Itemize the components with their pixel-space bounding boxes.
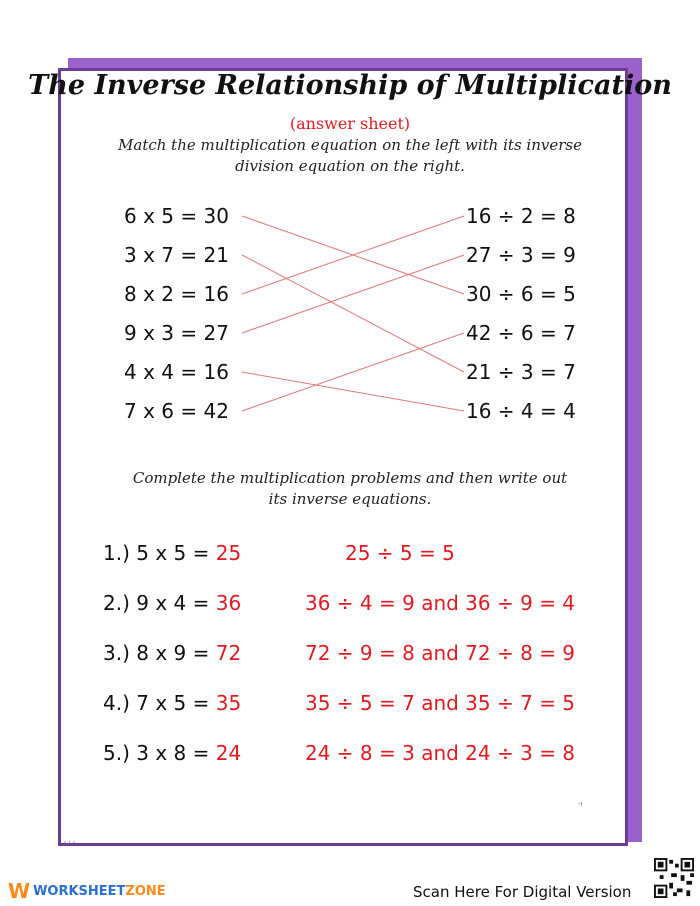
scan-label: Scan Here For Digital Version	[413, 883, 632, 901]
brand-name: WORKSHEETZONE	[33, 883, 166, 899]
left-equation[interactable]: 7 x 6 = 42	[124, 399, 229, 423]
instruction-line: its inverse equations.	[268, 490, 432, 508]
right-equation[interactable]: 27 ÷ 3 = 9	[466, 243, 576, 267]
problem-prompt: 5.) 3 x 8 =	[103, 741, 216, 765]
answer-sheet-label: (answer sheet)	[289, 114, 411, 133]
right-equation[interactable]: 30 ÷ 6 = 5	[466, 282, 576, 306]
problem-prompt: 2.) 9 x 4 =	[103, 591, 216, 615]
right-equation[interactable]: 21 ÷ 3 = 7	[466, 360, 576, 384]
problem-row	[103, 640, 241, 666]
instruction-line: Match the multiplication equation on the left with its inverse	[118, 136, 582, 154]
inverse-equations[interactable]: 36 ÷ 4 = 9 and 36 ÷ 9 = 4	[305, 591, 576, 615]
inverse-equations[interactable]: 24 ÷ 8 = 3 and 24 ÷ 3 = 8	[305, 741, 576, 765]
right-equation[interactable]: 42 ÷ 6 = 7	[466, 321, 576, 345]
instruction-line: division equation on the right.	[235, 157, 465, 175]
worksheetzone-logo-icon: W	[8, 879, 31, 903]
problem-answer[interactable]: 25	[215, 541, 242, 565]
problem-prompt: 3.) 8 x 9 =	[103, 641, 216, 665]
inverse-equations[interactable]: 72 ÷ 9 = 8 and 72 ÷ 8 = 9	[305, 641, 576, 665]
problem-answer[interactable]: 24	[215, 741, 242, 765]
instruction-line: Complete the multiplication problems and then write out	[132, 469, 568, 487]
problem-row	[103, 590, 241, 616]
completion-instructions	[0, 468, 700, 510]
problem-prompt: 4.) 7 x 5 =	[103, 691, 216, 715]
problem-answer[interactable]: 72	[215, 641, 242, 665]
left-equation[interactable]: 4 x 4 = 16	[124, 360, 229, 384]
brand-logo[interactable]	[8, 880, 166, 902]
match-line	[242, 372, 464, 411]
left-equation[interactable]: 8 x 2 = 16	[124, 282, 229, 306]
left-equation[interactable]: 3 x 7 = 21	[124, 243, 229, 267]
left-equation[interactable]: 6 x 5 = 30	[124, 204, 229, 228]
right-equation[interactable]: 16 ÷ 2 = 8	[466, 204, 576, 228]
problem-answer[interactable]: 36	[215, 591, 242, 615]
match-line	[242, 255, 464, 333]
inverse-equations[interactable]: 25 ÷ 5 = 5	[345, 541, 455, 565]
match-line	[242, 333, 464, 411]
page-mark: ·ı	[578, 800, 583, 808]
match-line	[242, 255, 464, 372]
right-equation[interactable]: 16 ÷ 4 = 4	[466, 399, 576, 423]
problem-prompt: 1.) 5 x 5 =	[103, 541, 216, 565]
problem-answer[interactable]: 35	[215, 691, 242, 715]
problem-row	[103, 690, 241, 716]
page-mark: , , ,	[64, 836, 76, 844]
inverse-equations[interactable]: 35 ÷ 5 = 7 and 35 ÷ 7 = 5	[305, 691, 576, 715]
qr-code-icon[interactable]	[654, 858, 694, 898]
page-title: The Inverse Relationship of Multiplication	[28, 70, 672, 101]
problem-row	[103, 540, 241, 566]
left-equation[interactable]: 9 x 3 = 27	[124, 321, 229, 345]
problem-row	[103, 740, 241, 766]
